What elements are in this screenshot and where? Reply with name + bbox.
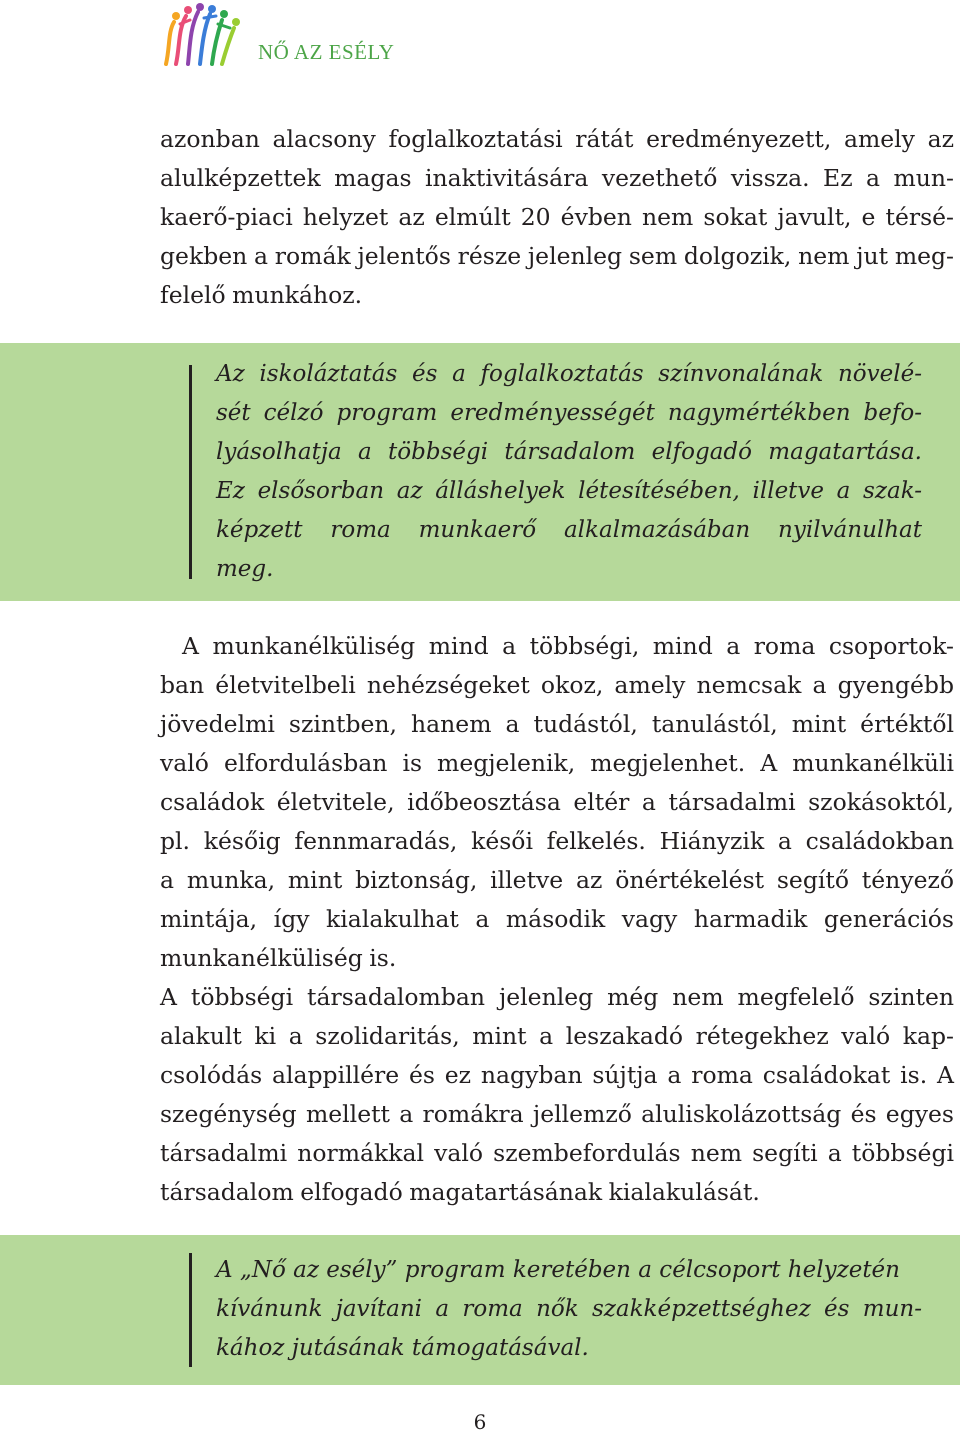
text-line: azonban alacsony foglalkoztatási rátát eredményezett, amely az — [160, 125, 954, 153]
paragraph-3 — [160, 978, 954, 1212]
highlight-box-1 — [0, 343, 960, 601]
text-line: A munkanélküliség mind a többségi, mind a roma csoportok- — [182, 632, 954, 660]
quote-line: meg. — [216, 556, 274, 582]
brand-title: NŐ AZ ESÉLY — [258, 40, 395, 64]
quote-line: Ez elsősorban az álláshelyek létesítésében, illetve a szak- — [216, 478, 922, 504]
text-line: A többségi társadalomban jelenleg még nem megfelelő szinten — [160, 983, 954, 1011]
text-line: családok életvitele, időbeosztása eltér a társadalmi szokásoktól, — [160, 788, 954, 816]
quote-line: Az iskoláztatás és a foglalkoztatás színvonalának növelé- — [216, 361, 922, 387]
text-line: a munka, mint biztonság, illetve az önértékelést segítő tényező — [160, 866, 954, 894]
paragraph-2 — [160, 627, 954, 978]
text-line: ban életvitelbeli nehézségeket okoz, amely nemcsak a gyengébb — [160, 671, 954, 699]
quote-bar — [189, 1253, 192, 1367]
text-line: jövedelmi szintben, hanem a tudástól, tanulástól, mint értéktől — [160, 710, 954, 738]
highlight-text-2 — [216, 1251, 922, 1368]
page-number: 6 — [473, 1410, 487, 1434]
quote-bar — [189, 365, 192, 579]
text-line: alulképzettek magas inaktivitására vezethető vissza. Ez a mun- — [160, 164, 954, 192]
quote-line: képzett roma munkaerő alkalmazásában nyilvánulhat — [216, 517, 922, 543]
quote-line: sét célzó program eredményességét nagymértékben befo- — [216, 400, 922, 426]
highlight-text-1 — [216, 355, 922, 589]
text-line: társadalom elfogadó magatartásának kialakulását. — [160, 1178, 760, 1206]
quote-line: A „Nő az esély” program keretében a célcsoport helyzetén — [216, 1257, 900, 1283]
text-line: pl. későig fennmaradás, késői felkelés. Hiányzik a családokban — [160, 827, 954, 855]
people-figures-logo-icon — [160, 2, 250, 70]
quote-line: kívánunk javítani a roma nők szakképzettséghez és mun- — [216, 1296, 922, 1322]
page-header — [160, 0, 560, 80]
text-line: csolódás alappillére és ez nagyban sújtja a roma családokat is. A — [160, 1061, 954, 1089]
text-line: való elfordulásban is megjelenik, megjelenhet. A munkanélküli — [160, 749, 954, 777]
text-line: kaerő-piaci helyzet az elmúlt 20 évben nem sokat javult, e térsé- — [160, 203, 954, 231]
text-line: gekben a romák jelentős része jelenleg sem dolgozik, nem jut meg- — [160, 242, 954, 270]
highlight-box-2 — [0, 1235, 960, 1385]
text-line: mintája, így kialakulhat a második vagy harmadik generációs — [160, 905, 954, 933]
quote-line: lyásolhatja a többségi társadalom elfogadó magatartása. — [216, 439, 922, 465]
text-line: szegénység mellett a romákra jellemző aluliskolázottság és egyes — [160, 1100, 954, 1128]
text-line: alakult ki a szolidaritás, mint a leszakadó rétegekhez való kap- — [160, 1022, 954, 1050]
text-line: munkanélküliség is. — [160, 944, 397, 972]
text-line: társadalmi normákkal való szembefordulás nem segíti a többségi — [160, 1139, 954, 1167]
quote-line: kához jutásának támogatásával. — [216, 1335, 589, 1361]
text-line: felelő munkához. — [160, 281, 363, 309]
paragraph-1 — [160, 120, 954, 315]
